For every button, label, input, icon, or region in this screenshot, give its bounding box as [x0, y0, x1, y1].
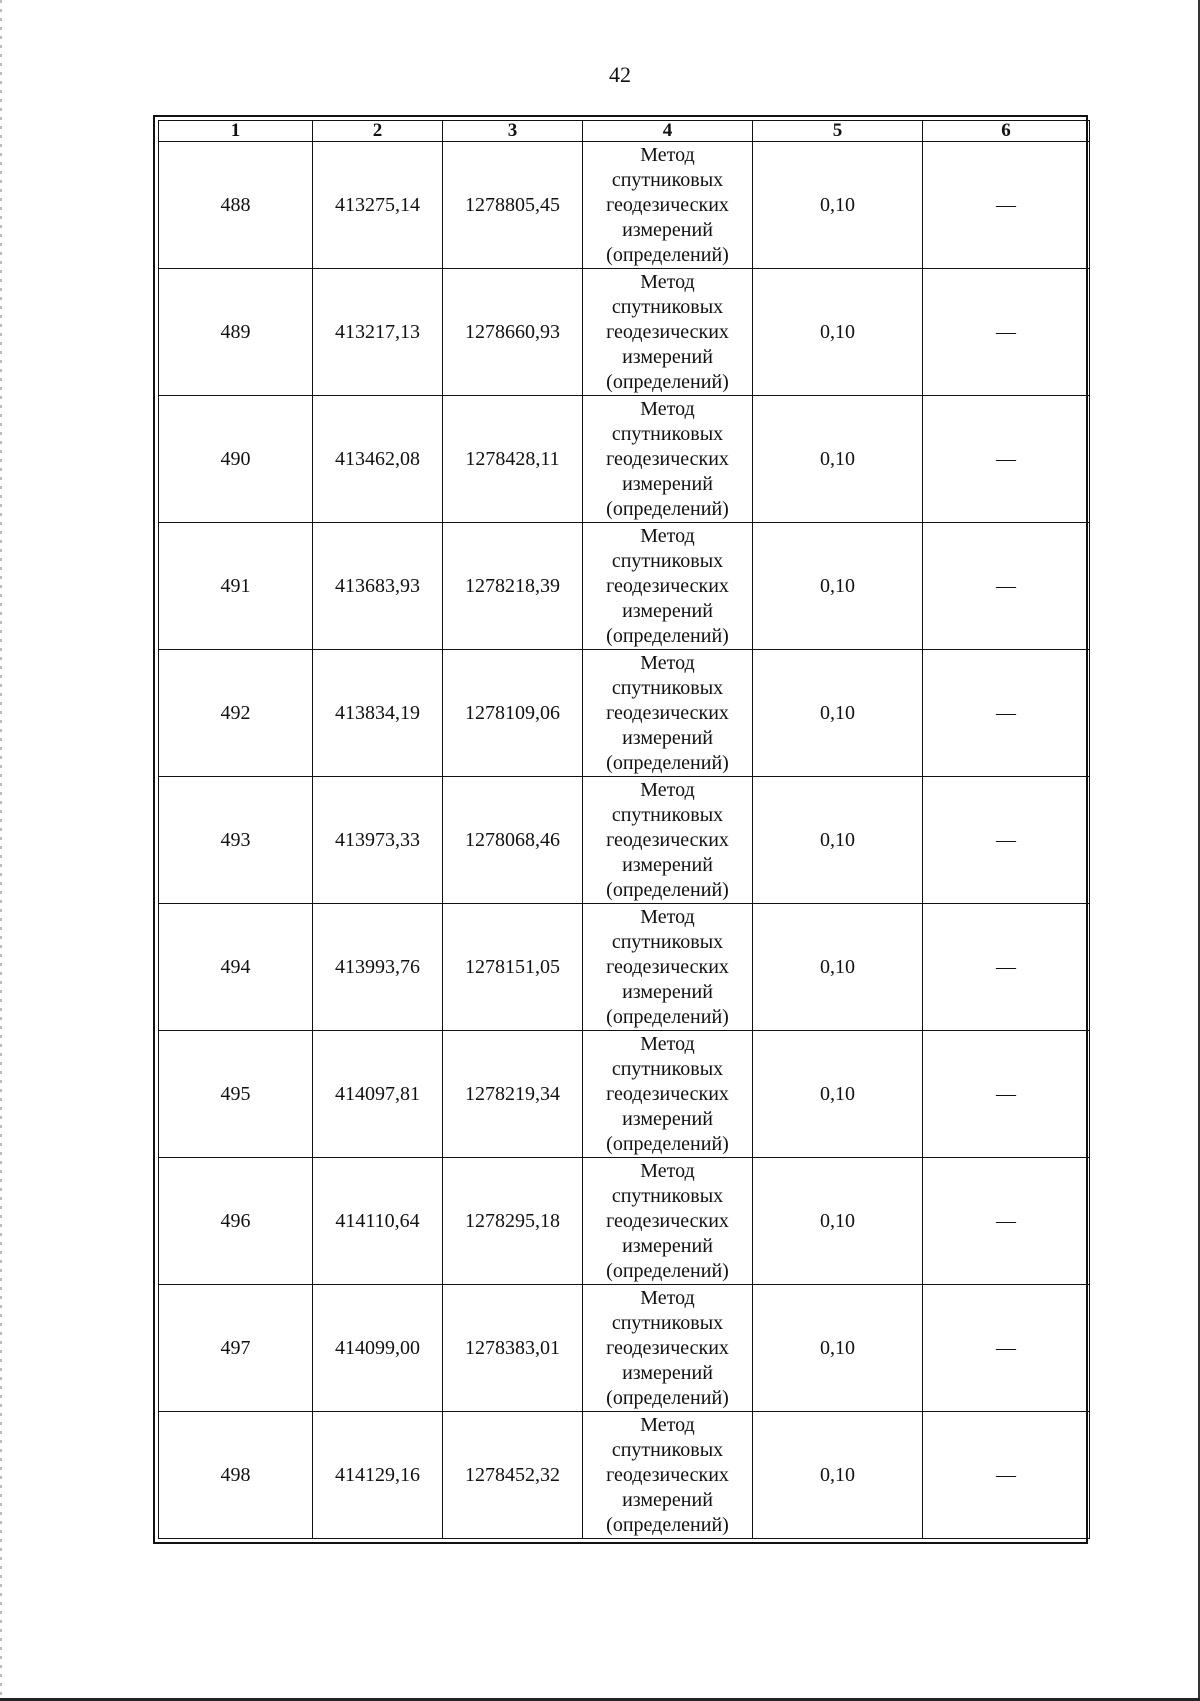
note-dash-cell: — [923, 396, 1090, 523]
method-text-line: спутниковых [611, 676, 724, 699]
method-cell [583, 1285, 753, 1412]
coordinates-table-frame [153, 115, 1088, 1544]
table-row [159, 777, 1090, 904]
method-text-line: (определений) [606, 497, 729, 520]
method-cell [583, 269, 753, 396]
method-text-line: измерений [622, 472, 713, 495]
point-number-cell: 491 [159, 523, 313, 650]
accuracy-cell: 0,10 [753, 777, 923, 904]
method-text-line: спутниковых [611, 1311, 724, 1334]
method-text-line: измерений [622, 1488, 713, 1511]
method-text-line: геодезических [606, 1336, 729, 1359]
point-number-cell: 492 [159, 650, 313, 777]
point-number-cell: 496 [159, 1158, 313, 1285]
method-text-line: измерений [622, 1234, 713, 1257]
method-text-line: геодезических [606, 1082, 729, 1105]
coordinate-y-cell: 1278219,34 [443, 1031, 583, 1158]
header-col-6: 6 [923, 121, 1090, 142]
coordinate-x-cell: 413973,33 [313, 777, 443, 904]
note-dash-cell: — [923, 777, 1090, 904]
method-text-line: геодезических [606, 955, 729, 978]
method-text-line: геодезических [606, 574, 729, 597]
point-number-cell: 488 [159, 142, 313, 269]
method-cell [583, 650, 753, 777]
coordinate-x-cell: 414129,16 [313, 1412, 443, 1539]
coordinate-y-cell: 1278109,06 [443, 650, 583, 777]
method-text-line: спутниковых [611, 1057, 724, 1080]
header-col-3: 3 [443, 121, 583, 142]
method-text-line: (определений) [606, 1132, 729, 1155]
coordinate-y-cell: 1278660,93 [443, 269, 583, 396]
method-text-line: Метод [640, 397, 695, 420]
method-text-line: измерений [622, 980, 713, 1003]
method-cell [583, 904, 753, 1031]
method-text-line: Метод [640, 1032, 695, 1055]
coordinate-x-cell: 413834,19 [313, 650, 443, 777]
method-text-line: Метод [640, 524, 695, 547]
note-dash-cell: — [923, 142, 1090, 269]
method-text-line: спутниковых [611, 422, 724, 445]
method-text-line: геодезических [606, 1463, 729, 1486]
accuracy-cell: 0,10 [753, 904, 923, 1031]
method-text-line: спутниковых [611, 1438, 724, 1461]
page-number: 42 [609, 62, 631, 87]
point-number-cell: 498 [159, 1412, 313, 1539]
coordinate-y-cell: 1278295,18 [443, 1158, 583, 1285]
method-text-line: Метод [640, 905, 695, 928]
accuracy-cell: 0,10 [753, 1031, 923, 1158]
method-cell [583, 396, 753, 523]
method-text-line: (определений) [606, 1259, 729, 1282]
point-number-cell: 497 [159, 1285, 313, 1412]
header-col-4: 4 [583, 121, 753, 142]
method-text-line: измерений [622, 1107, 713, 1130]
method-text-line: измерений [622, 1361, 713, 1384]
table-row [159, 142, 1090, 269]
method-text-line: спутниковых [611, 930, 724, 953]
coordinates-table [158, 120, 1090, 1539]
note-dash-cell: — [923, 1031, 1090, 1158]
coordinate-y-cell: 1278452,32 [443, 1412, 583, 1539]
table-row [159, 1285, 1090, 1412]
method-text-line: измерений [622, 599, 713, 622]
coordinate-x-cell: 413683,93 [313, 523, 443, 650]
method-text-line: (определений) [606, 624, 729, 647]
method-text-line: геодезических [606, 1209, 729, 1232]
method-cell [583, 777, 753, 904]
method-text-line: геодезических [606, 193, 729, 216]
method-text-line: (определений) [606, 1386, 729, 1409]
point-number-cell: 489 [159, 269, 313, 396]
method-text-line: геодезических [606, 320, 729, 343]
method-text-line: Метод [640, 1159, 695, 1182]
method-text-line: измерений [622, 218, 713, 241]
method-text-line: Метод [640, 1286, 695, 1309]
note-dash-cell: — [923, 1412, 1090, 1539]
method-text-line: (определений) [606, 243, 729, 266]
method-text-line: (определений) [606, 1005, 729, 1028]
method-text-line: измерений [622, 345, 713, 368]
coordinate-x-cell: 413217,13 [313, 269, 443, 396]
coordinate-x-cell: 414097,81 [313, 1031, 443, 1158]
coordinate-y-cell: 1278068,46 [443, 777, 583, 904]
method-text-line: (определений) [606, 878, 729, 901]
coordinate-y-cell: 1278383,01 [443, 1285, 583, 1412]
method-text-line: (определений) [606, 370, 729, 393]
scan-edge-left [0, 0, 2, 1701]
accuracy-cell: 0,10 [753, 269, 923, 396]
table-row [159, 269, 1090, 396]
table-body [159, 142, 1090, 1539]
coordinate-x-cell: 413275,14 [313, 142, 443, 269]
table-row [159, 1158, 1090, 1285]
accuracy-cell: 0,10 [753, 650, 923, 777]
method-text-line: измерений [622, 726, 713, 749]
method-text-line: измерений [622, 853, 713, 876]
method-text-line: спутниковых [611, 549, 724, 572]
point-number-cell: 493 [159, 777, 313, 904]
accuracy-cell: 0,10 [753, 523, 923, 650]
accuracy-cell: 0,10 [753, 142, 923, 269]
note-dash-cell: — [923, 523, 1090, 650]
point-number-cell: 494 [159, 904, 313, 1031]
method-text-line: Метод [640, 1413, 695, 1436]
coordinate-x-cell: 413462,08 [313, 396, 443, 523]
accuracy-cell: 0,10 [753, 396, 923, 523]
table-row [159, 1031, 1090, 1158]
method-text-line: спутниковых [611, 803, 724, 826]
note-dash-cell: — [923, 269, 1090, 396]
method-cell [583, 1158, 753, 1285]
coordinate-x-cell: 414110,64 [313, 1158, 443, 1285]
method-text-line: спутниковых [611, 168, 724, 191]
point-number-cell: 490 [159, 396, 313, 523]
point-number-cell: 495 [159, 1031, 313, 1158]
method-text-line: Метод [640, 143, 695, 166]
method-text-line: спутниковых [611, 295, 724, 318]
coordinate-y-cell: 1278805,45 [443, 142, 583, 269]
method-cell [583, 523, 753, 650]
method-text-line: Метод [640, 778, 695, 801]
table-row [159, 904, 1090, 1031]
table-row [159, 650, 1090, 777]
coordinate-y-cell: 1278151,05 [443, 904, 583, 1031]
coordinate-x-cell: 414099,00 [313, 1285, 443, 1412]
coordinate-x-cell: 413993,76 [313, 904, 443, 1031]
accuracy-cell: 0,10 [753, 1285, 923, 1412]
note-dash-cell: — [923, 904, 1090, 1031]
note-dash-cell: — [923, 650, 1090, 777]
method-text-line: (определений) [606, 751, 729, 774]
method-text-line: спутниковых [611, 1184, 724, 1207]
note-dash-cell: — [923, 1285, 1090, 1412]
table-row [159, 1412, 1090, 1539]
method-text-line: Метод [640, 651, 695, 674]
table-row [159, 523, 1090, 650]
method-cell [583, 1412, 753, 1539]
coordinate-y-cell: 1278428,11 [443, 396, 583, 523]
method-text-line: (определений) [606, 1513, 729, 1536]
note-dash-cell: — [923, 1158, 1090, 1285]
header-col-2: 2 [313, 121, 443, 142]
accuracy-cell: 0,10 [753, 1412, 923, 1539]
table-row [159, 396, 1090, 523]
method-cell [583, 142, 753, 269]
accuracy-cell: 0,10 [753, 1158, 923, 1285]
method-text-line: Метод [640, 270, 695, 293]
method-text-line: геодезических [606, 828, 729, 851]
method-text-line: геодезических [606, 447, 729, 470]
table-header-row [159, 121, 1090, 142]
method-cell [583, 1031, 753, 1158]
coordinate-y-cell: 1278218,39 [443, 523, 583, 650]
header-col-1: 1 [159, 121, 313, 142]
header-col-5: 5 [753, 121, 923, 142]
method-text-line: геодезических [606, 701, 729, 724]
